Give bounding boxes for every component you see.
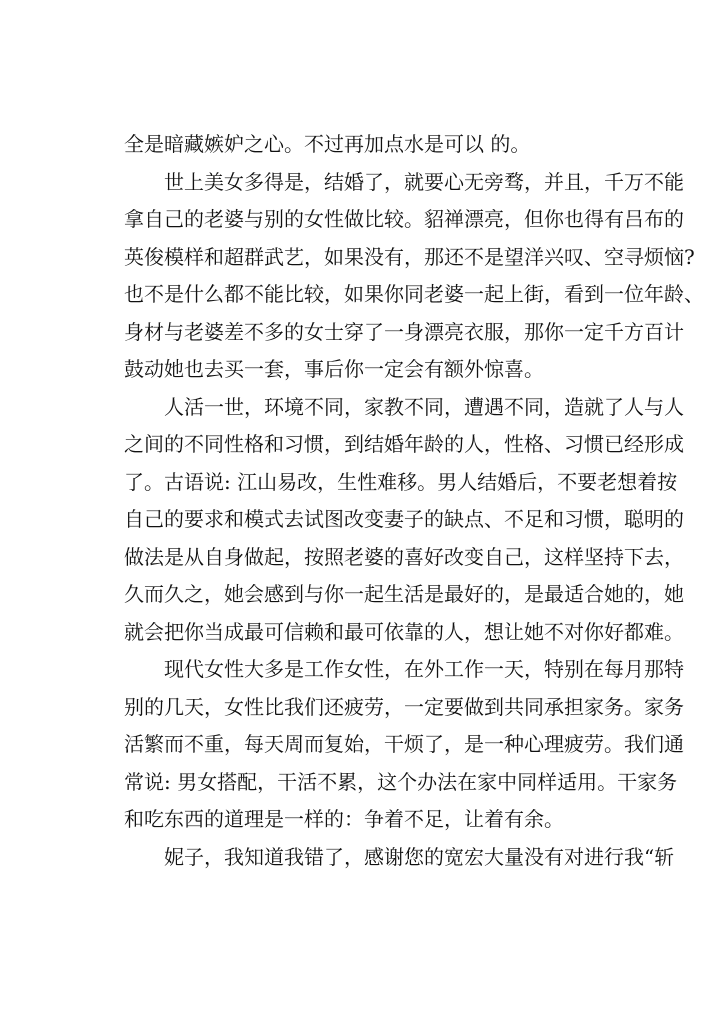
text-line: 身材与老婆差不多的女士穿了一身漂亮衣服，那你一定千方百计 bbox=[124, 319, 684, 344]
text-line: 拿自己的老婆与别的女性做比较。貂禅漂亮，但你也得有吕布的 bbox=[124, 207, 684, 231]
text-line: 久而久之，她会感到与你一起生活是最好的，是最适合她的，她 bbox=[124, 582, 684, 606]
document-body bbox=[124, 126, 704, 876]
text-line: 活繁而不重，每天周而复始，干烦了，是一种心理疲劳。我们通 bbox=[124, 732, 684, 756]
text-line: 全是暗藏嫉妒之心。不过再加点水是可以 的。 bbox=[124, 132, 531, 156]
text-line: 和吃东西的道理是一样的：争着不足，让着有余。 bbox=[124, 807, 564, 831]
paragraph-first-line: 世上美女多得是，结婚了，就要心无旁骛，并且，千万不能 bbox=[164, 169, 684, 194]
text-line: 别的几天，女性比我们还疲劳，一定要做到共同承担家务。家务 bbox=[124, 694, 684, 719]
text-line: 也不是什么都不能比较，如果你同老婆一起上街，看到一位年龄、 bbox=[124, 282, 704, 306]
paragraph-first-line: 人活一世，环境不同，家教不同，遭遇不同，造就了人与人 bbox=[164, 394, 684, 419]
text-line: 英俊模样和超群武艺，如果没有，那还不是望洋兴叹、空寻烦恼? bbox=[124, 244, 695, 269]
text-line: 做法是从自身做起，按照老婆的喜好改变自己，这样坚持下去， bbox=[124, 544, 684, 569]
text-line: 自己的要求和模式去试图改变妻子的缺点、不足和习惯，聪明的 bbox=[124, 507, 684, 531]
paragraph-first-line: 现代女性大多是工作女性，在外工作一天，特别在每月那特 bbox=[164, 657, 684, 681]
text-line: 常说: 男女搭配，干活不累，这个办法在家中同样适用。干家务 bbox=[124, 769, 678, 794]
text-line: 鼓动她也去买一套，事后你一定会有额外惊喜。 bbox=[124, 357, 544, 381]
text-line: 了。古语说: 江山易改，生性难移。男人结婚后，不要老想着按 bbox=[124, 469, 678, 494]
text-line: 之间的不同性格和习惯，到结婚年龄的人，性格、习惯已经形成 bbox=[124, 432, 684, 456]
text-line: 就会把你当成最可信赖和最可依靠的人，想让她不对你好都难。 bbox=[124, 619, 684, 644]
paragraph-first-line: 妮子，我知道我错了，感谢您的宽宏大量没有对进行我“斩 bbox=[164, 844, 675, 869]
